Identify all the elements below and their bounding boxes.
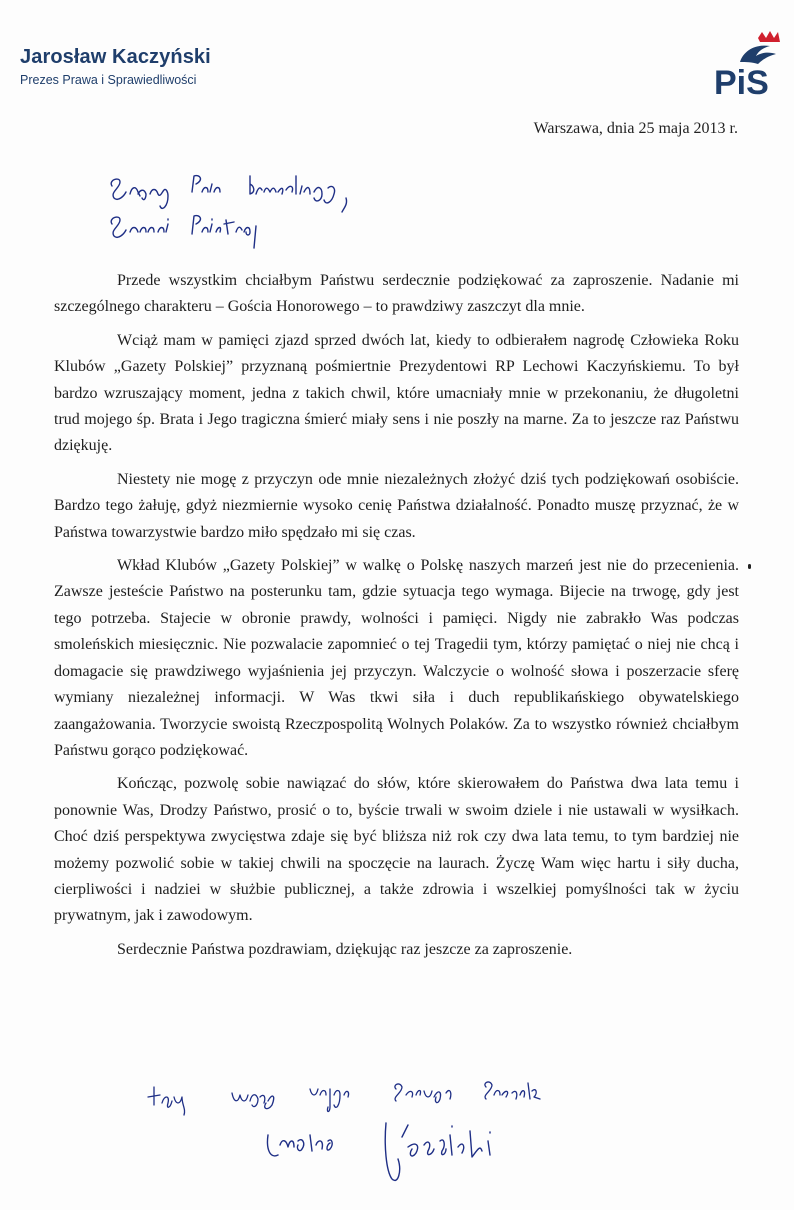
paragraph: Wkład Klubów „Gazety Polskiej” w walkę o Polskę naszych marzeń jest nie do przecenienia. Zawsze jesteście Państwo na posterunku tam, gdzie sytuacja tego wymaga. Bijecie na trwogę, gdy jest tego potrzeba. Stajecie w obronie prawdy, wolności i pamięci. Nigdy nie zabrakło Was podczas smoleńskich miesięcznic. Nie pozwalacie zapomnieć o tej Tragedii tym, którzy pamiętać o niej nie chcą i domagacie się prawdziwego wyjaśnienia jej przyczyn. Walczycie o wolność słowa i poszerzacie sferę wymiany niezależnej informacji. W Was tkwi siła i duch republikańskiego obywatelskiego zaangażowania. Tworzycie swoistą Rzeczpospolitą Wolnych Polaków. Za to wszystko również chciałbym Państwu gorąco podziękować. [54,557,739,759]
paragraph: Serdecznie Państwa pozdrawiam, dziękując raz jeszcze za zaproszenie. [117,940,573,958]
handwritten-salutation [110,172,440,252]
ink-mark [748,564,751,569]
paragraph: Wciąż mam w pamięci zjazd sprzed dwóch lat, kiedy to odbierałem nagrodę Człowieka Roku Klubów „Gazety Polskiej” przyznaną pośmiertnie Prezydentowi RP Lechowi Kaczyńskiemu. To był bardzo wzruszający moment, jedna z takich chwil, które umacniały mnie w przekonaniu, że długoletni trud mojego śp. Brata i Jego tragiczna śmierć miały sens i nie poszły na marne. Za to jeszcze raz Państwu dziękuję. [54,331,739,455]
paragraph: Niestety nie mogę z przyczyn ode mnie niezależnych złożyć dziś tych podziękowań osobiście. Bardzo tego żałuję, gdyż niezmiernie wysoko cenię Państwa działalność. Ponadto muszę przyznać, że w Państwa towarzystwie bardzo miło spędzało mi się czas. [54,470,739,541]
letterhead-title: Prezes Prawa i Sprawiedliwości [20,73,197,87]
paragraph: Przede wszystkim chciałbym Państwu serdecznie podziękować za zaproszenie. Nadanie mi szczególnego charakteru – Gościa Honorowego – to prawdziwy zaszczyt dla mnie. [54,272,739,316]
handwritten-closing [140,1075,600,1203]
logo-text: PiS [714,64,769,100]
date-line: Warszawa, dnia 25 maja 2013 r. [533,120,738,137]
paragraph: Kończąc, pozwolę sobie nawiązać do słów, które skierowałem do Państwa dwa lata temu i ponownie Was, Drodzy Państwo, prosić o to, byście trwali w swoim dziele i nie ustawali w wysiłkach. Choć dziś perspektywa zwycięstwa zdaje się być bliższa niż rok czy dwa lata temu, to tym bardziej nie możemy pozwolić sobie w takiej chwili na spoczęcie na laurach. Życzę Wam więc hartu i siły ducha, cierpliwości i nadziei w służbie publicznej, a także zdrowia i wszelkiej pomyślności tak w życiu prywatnym, jak i zawodowym. [54,775,739,925]
letterhead-name: Jarosław Kaczyński [20,46,211,68]
pis-logo [700,28,786,100]
letter-body [54,268,739,970]
eagle-crown-icon [740,31,780,64]
